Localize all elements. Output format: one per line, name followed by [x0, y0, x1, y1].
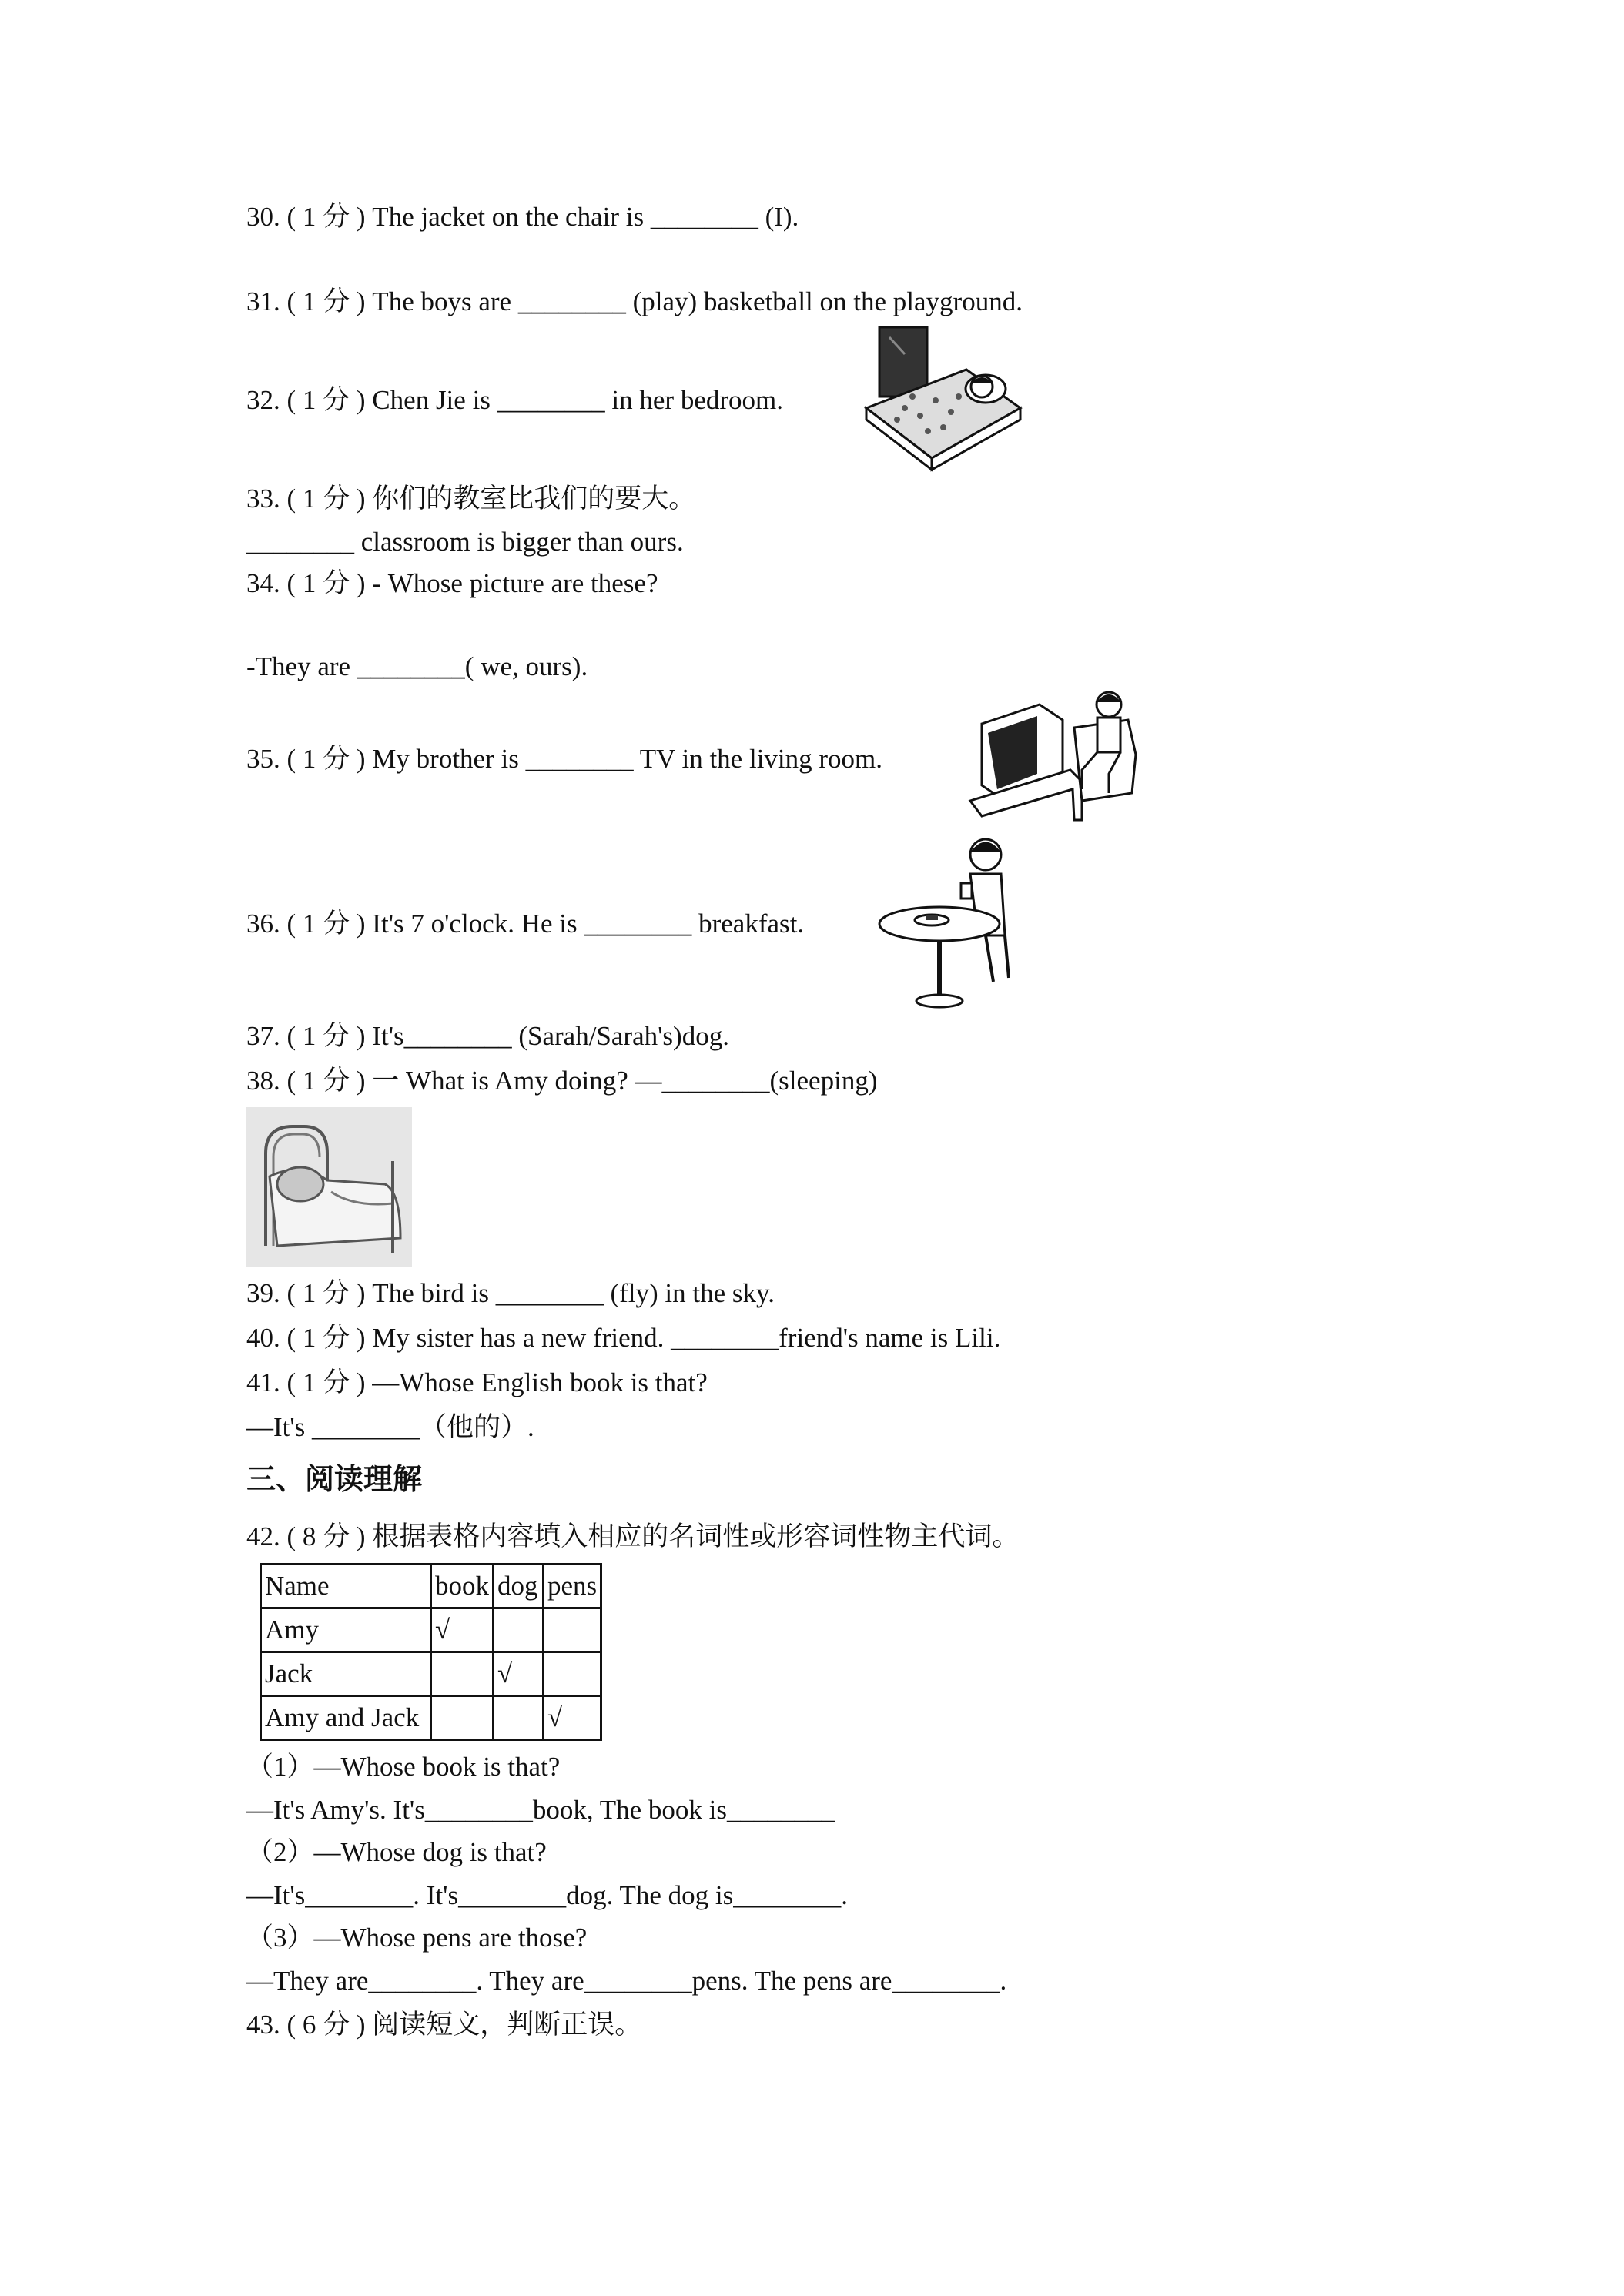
question-33: 33. ( 1 分 ) 你们的教室比我们的要大。 — [246, 484, 696, 514]
table-cell — [494, 1608, 544, 1652]
table-cell: √ — [544, 1696, 601, 1740]
question-39: 39. ( 1 分 ) The bird is ________ (fly) in the sky. — [246, 1278, 775, 1308]
table-cell: √ — [494, 1652, 544, 1696]
ownership-table — [260, 1563, 602, 1741]
boy-having-breakfast-illustration — [878, 828, 1020, 1012]
table-cell — [494, 1696, 544, 1740]
question-42: 42. ( 8 分 ) 根据表格内容填入相应的名词性或形容词性物主代词。 — [246, 1521, 1020, 1551]
table-cell: √ — [431, 1608, 494, 1652]
table-cell — [431, 1652, 494, 1696]
table-row — [261, 1608, 601, 1652]
question-30: 30. ( 1 分 ) The jacket on the chair is ________ (I). — [246, 202, 799, 232]
question-37: 37. ( 1 分 ) It's________ (Sarah/Sarah's)dog. — [246, 1021, 729, 1051]
question-32: 32. ( 1 分 ) Chen Jie is ________ in her bedroom. — [246, 385, 783, 415]
question-34: 34. ( 1 分 ) - Whose picture are these? — [246, 568, 658, 598]
table-header-row — [261, 1565, 601, 1608]
question-42-item: —They are________. They are________pens. The pens are________. — [246, 1966, 1007, 1996]
question-42-item: —It's Amy's. It's________book, The book is________ — [246, 1795, 835, 1825]
question-31: 31. ( 1 分 ) The boys are ________ (play) basketball on the playground. — [246, 286, 1023, 316]
table-cell — [431, 1696, 494, 1740]
table-cell: Amy — [261, 1608, 431, 1652]
boy-watching-tv-illustration — [966, 685, 1151, 828]
table-header-cell: Name — [261, 1565, 431, 1608]
table-header-cell: book — [431, 1565, 494, 1608]
table-cell: Jack — [261, 1652, 431, 1696]
question-42-item: （2）—Whose dog is that? — [246, 1837, 547, 1867]
question-40: 40. ( 1 分 ) My sister has a new friend. ________friend's name is Lili. — [246, 1323, 1001, 1353]
question-41: 41. ( 1 分 ) —Whose English book is that? — [246, 1367, 708, 1397]
table-cell — [544, 1652, 601, 1696]
question-35: 35. ( 1 分 ) My brother is ________ TV in the living room. — [246, 744, 883, 774]
table-header-cell: dog — [494, 1565, 544, 1608]
question-33-sentence: ________ classroom is bigger than ours. — [246, 527, 684, 557]
question-38: 38. ( 1 分 ) 一 What is Amy doing? —________(sleeping) — [246, 1066, 878, 1096]
question-42-item: （3）—Whose pens are those? — [246, 1923, 588, 1953]
question-34-answer: -They are ________( we, ours). — [246, 651, 588, 681]
table-row — [261, 1652, 601, 1696]
question-41-answer: —It's ________（他的）. — [246, 1412, 534, 1442]
table-header-cell: pens — [544, 1565, 601, 1608]
question-42-item: —It's________. It's________dog. The dog is________. — [246, 1880, 848, 1910]
question-43: 43. ( 6 分 ) 阅读短文，判断正误。 — [246, 2010, 642, 2040]
amy-sleeping-illustration — [246, 1107, 412, 1267]
sleeping-girl-illustration — [859, 323, 1028, 474]
question-36: 36. ( 1 分 ) It's 7 o'clock. He is ________ breakfast. — [246, 909, 805, 939]
table-cell — [544, 1608, 601, 1652]
table-cell: Amy and Jack — [261, 1696, 431, 1740]
section-title-reading: 三、阅读理解 — [246, 1462, 423, 1496]
question-42-item: （1）—Whose book is that? — [246, 1752, 561, 1782]
table-row — [261, 1696, 601, 1740]
